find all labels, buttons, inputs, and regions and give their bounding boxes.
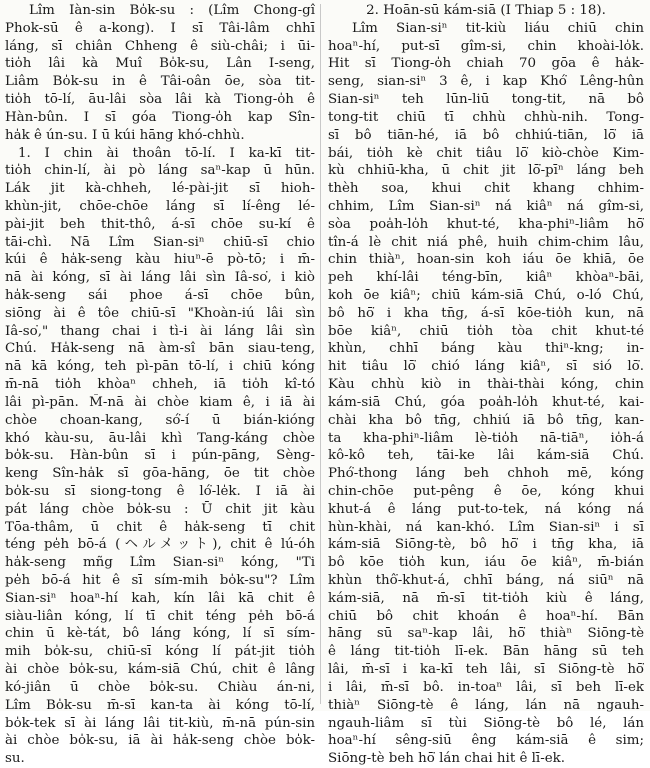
text-line: pát láng chòe bo̍k-su : Ū chit jit kàu (5, 501, 315, 517)
text-line: kám-siā Chú, góa poa̍h-lo̍h khut-té, kai- (328, 394, 644, 410)
text-line: chin thiàⁿ, hoan-sin koh iáu ōe khiā, ōe (328, 252, 644, 268)
text-line: chài kha bô tn̄g, chhiú iā bô tn̄g, kan- (328, 412, 644, 428)
text-line: peh khí-lâi téng-bīn, kiâⁿ khòaⁿ-bāi, (328, 270, 644, 286)
text-line: Lîm Iàn-sin Bo̍k-su : (Lîm Chong-gî (29, 3, 315, 18)
text-line: ài chòe bo̍k-su, iā ài ha̍k-seng chòe bo̍k- (5, 733, 315, 749)
text-line: tio̍h chin-lí, ài pò láng saⁿ-kap ū hūn. (5, 163, 315, 179)
text-line: hit tiâu lō͘ chió láng kiâⁿ, sī sió lō͘. (328, 359, 644, 375)
text-line: lâi, m̄-sī i ka-kī teh lâi, sī Siōng-tè hō͘ (328, 662, 644, 678)
text-line: Sian-siⁿ hoaⁿ-hí kah, kín lâi kā chit ê (5, 590, 315, 606)
text-line: koh ōe kiâⁿ; chiū kám-siā Chú, o-ló Chú, (328, 288, 644, 303)
text-line: mih bo̍k-su, chiū-sī kóng lí pát-jit tio̍h (5, 644, 315, 660)
text-line: thiàⁿ Siōng-tè ê láng, lán nā ngauh- (328, 697, 644, 713)
section-heading: 2. Hoān-sū kám-siā (I Thiap 5 : 18). (366, 3, 606, 18)
text-line: bōe kiâⁿ, chiū tio̍h tòa chit khut-té (328, 323, 644, 339)
text-line: kó-jiân ū chòe bo̍k-su. Chiàu án-ni, (5, 679, 315, 695)
text-line: tîn-á lè chit niá phê, huih chim-chim lâu, (328, 234, 644, 250)
text-line: khó kàu-su, āu-lâi khì Tang-káng chòe (5, 430, 315, 446)
text-line: Phok-sū ê a-kong). I sī Tâi-lâm chhī (5, 20, 315, 36)
text-line: tio̍h lâi kà Muî Bo̍k-su, Lân I-seng, (5, 56, 315, 72)
text-line: kám-siā, nā m̄-sī tit-tio̍h kiù ê láng, (328, 590, 644, 606)
text-line: láng, sī chiân Chheng ê siù-châi; i ūi- (5, 38, 315, 54)
text-line: chin ū kè-tát, bô láng kóng, lí sī sím- (5, 626, 315, 642)
text-line: ê láng tit-tio̍h lī-ek. Bān hāng sū teh (328, 644, 644, 660)
right-column (328, 2, 644, 768)
text-line: khùn-jit, chōe-chōe láng sī lí-êng lé- (5, 198, 315, 214)
text-line: su. (5, 751, 25, 767)
text-line: ài chòe bo̍k-su, kám-siā Chú, chit ê lâng (5, 662, 315, 678)
text-line: Liâm Bo̍k-su in ê Tâi-oân ōe, sòa tit- (5, 74, 315, 90)
text-line: i lâi, m̄-sī bô. in-toaⁿ lâi, sī beh lī-ek (328, 679, 644, 695)
text-line: Iâ-so͘," thang chai i tì-i ài láng lâi sìn (5, 323, 315, 339)
text-line: hùn-khài, ná kan-khó. Lîm Sian-siⁿ i sī (328, 519, 644, 535)
column-divider (320, 4, 321, 704)
text-line: Lák jit kà-chheh, lé-pài-jit sī hioh- (5, 181, 315, 197)
text-line: tio̍h tō-lí, āu-lâi sòa lâi kà Tiong-o̍h ê (5, 92, 315, 108)
text-line: khùn, chhī báng kàu thiⁿ-kng; in- (328, 341, 644, 357)
text-line: Chú. Ha̍k-seng nā àm-sî bān siau-teng, (5, 341, 315, 357)
text-line: bo̍k-su. Hàn-bûn sī i pún-pāng, Sèng- (5, 448, 315, 464)
text-line: hoaⁿ-hí sêng-siū êng kám-siā ê sim; (328, 733, 644, 749)
text-line: bái, tio̍h kè chit tiâu lō͘ kiò-chòe Kim- (328, 145, 644, 161)
text-line: bô kōe tio̍h kun, iáu ōe kiâⁿ, m̄-bián (328, 555, 644, 571)
text-line: ngauh-liâm sī tùi Siōng-tè bô lé, lán (328, 715, 644, 731)
text-line: chin-chōe put-pêng ê ōe, kóng khui (328, 483, 644, 499)
text-line: tāi-chì. Nā Lîm Sian-siⁿ chiū-sī chio (5, 234, 315, 250)
text-line: Siōng-tè beh hō͘ lán chai hit ê lī-ek. (328, 751, 566, 767)
text-line: kô-kô teh, tāi-ke lâi kám-siā Chú. (328, 448, 644, 464)
text-line: kù chhiū-kha, ū chit jit lō͘-pīⁿ láng beh (328, 163, 644, 179)
text-line: Hàn-bûn. I sī góa Tiong-o̍h kap Sîn- (5, 109, 315, 125)
text-line: sòa poa̍h-lo̍h khut-té, kha-phiⁿ-liâm hō͘ (328, 216, 644, 232)
text-line: bo̍k-tek sī ài láng lâi tit-kiù, m̄-nā pún-sin (5, 715, 315, 731)
text-line: tong-tit chiū tī chhù chhù-nih. Tong- (328, 109, 644, 125)
text-line: ha̍k-seng sái phoe á-sī chōe bûn, (5, 288, 315, 303)
text-line: Lîm Sian-siⁿ tit-kiù liáu chiū chin (352, 20, 644, 36)
text-line: Tōa-thâm, ū chit ê ha̍k-seng tī chit (5, 519, 315, 535)
text-line: khùn thô͘-khut-á, chhī báng, ná siūⁿ nā (328, 573, 644, 588)
text-line: sī bô tiān-hé, iā bô chhiú-tiān, lō͘ iā (328, 127, 644, 143)
text-line: hoaⁿ-hí, put-sī gîm-si, chin khoài-lo̍k. (328, 38, 644, 54)
text-line: kúi ê ha̍k-seng kàu hiuⁿ-ē pò-tō; i m̄- (5, 252, 315, 268)
text-line: bo̍k-su sī siong-tong ê ló͘-le̍k. I iā ài (5, 483, 315, 499)
text-line: pe̍h bō-á hit ê sī sím-mih bo̍k-su"? Lîm (5, 573, 315, 588)
text-line: seng, sian-siⁿ 3 ê, i kap Khó͘ Lêng-hûn (328, 74, 644, 90)
text-line: chòe choan-kang, só͘-í ū bián-kióng (5, 412, 315, 428)
text-line: nā kā kóng, teh pì-pān tō-lí, i chiū kóng (5, 359, 315, 375)
text-line: Kàu chhù kiò in thài-thài kóng, chin (328, 377, 644, 393)
text-line: ha̍k-seng mñg Lîm Sian-siⁿ kóng, "Ti (5, 555, 315, 571)
text-line: khut-á ê láng put-to-tek, ná kóng ná (328, 501, 644, 517)
text-line: Lîm Bo̍k-su m̄-sī kan-ta ài kóng tō-lí, (5, 697, 315, 713)
text-line: siōng ài ê tôe chiū-sī "Khoàn-iú lâi sìn (5, 305, 315, 321)
text-line: bô hō͘ i kha tn̄g, á-sī kōe-tio̍h kun, nā (328, 305, 644, 321)
text-line: chiū bô chit khoán ê hoaⁿ-hí. Bān (328, 608, 644, 624)
text-line: kám-siā Siōng-tè, bô hō͘ i tn̄g kha, iā (328, 537, 644, 553)
text-line: hāng sū saⁿ-kap lâi, hō͘ thiàⁿ Siōng-tè (328, 626, 644, 642)
text-line: Sian-siⁿ teh lūn-liū tong-tit, nā bô (328, 92, 644, 108)
text-line: chhim, Lîm Sian-siⁿ ná kiâⁿ ná gîm-si, (328, 198, 644, 214)
text-line: nā ài kóng, sī ài láng lâi sìn Iâ-so͘, i kiò (5, 270, 315, 286)
text-line: Phó͘-thong láng beh chhoh mē, kóng (328, 466, 644, 482)
text-line: thèh soa, khui chit khang chhim- (328, 181, 644, 197)
text-line: téng pe̍h bō-á (ヘルメット), chit ê lú-óh (5, 537, 315, 553)
text-line: Hit sī Tiong-o̍h chiah 70 gōa ê ha̍k- (328, 56, 644, 72)
text-line: siàu-liân kóng, lí tī chit téng pe̍h bō-á (5, 608, 315, 624)
text-line: 1. I chin ài thoân tō-lí. I ka-kī tit- (18, 145, 315, 161)
text-line: keng Sîn-ha̍k sī gōa-hāng, ōe tit chòe (5, 466, 315, 482)
text-line: ha̍k ê ún-su. I ū kúi hāng khó-chhù. (5, 127, 245, 143)
text-line: lâi pì-pān. M̄-nā ài chòe kiam ê, i iā ài (5, 394, 315, 410)
text-line: pài-jit beh thit-thô, á-sī chōe su-kí ê (5, 216, 315, 232)
text-line: ta kha-phiⁿ-liâm lè-tio̍h nā-tiāⁿ, io̍h-á (328, 430, 644, 446)
left-column (5, 2, 315, 768)
text-line: m̄-nā tio̍h khòaⁿ chheh, iā tio̍h kî-tó (5, 377, 315, 393)
